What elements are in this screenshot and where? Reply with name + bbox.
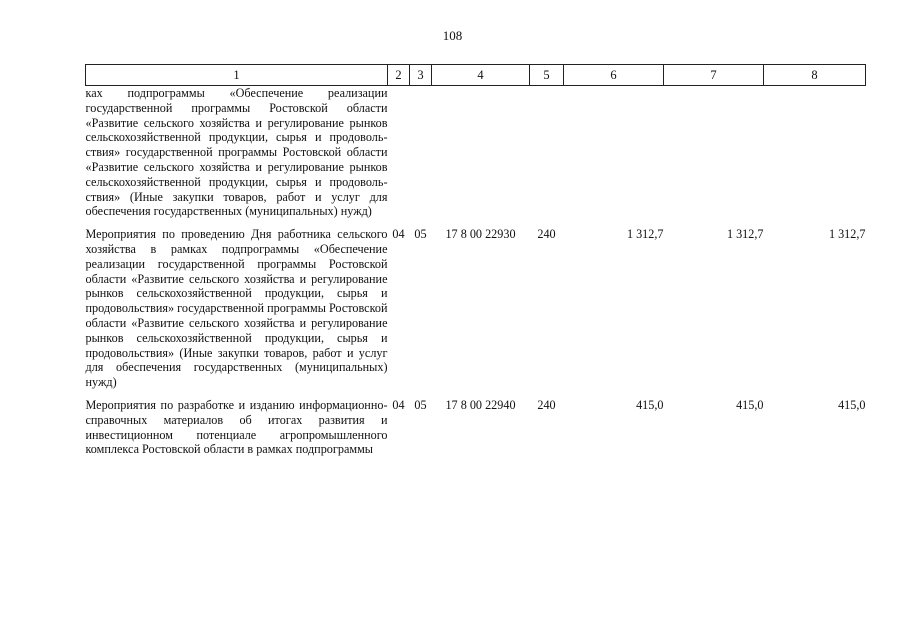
- row-description: Мероприятия по разработке и изданию информационно-справочных материалов об итогах развития и инвестиционном потенциале агропромышленного комплекса Ростовской области в рамках подпрограммы: [85, 397, 388, 457]
- column-header-2: 2: [388, 65, 410, 86]
- column-header-1: 1: [86, 65, 388, 86]
- row-amount-year-3: 1 312,7: [828, 227, 866, 242]
- table-row: [86, 398, 866, 457]
- row-section: 04: [392, 227, 405, 242]
- row-amount-year-2: [664, 86, 764, 220]
- column-header-8: 8: [764, 65, 866, 86]
- row-amount-year-3: [764, 86, 866, 220]
- row-amount-year-3: 415,0: [838, 397, 866, 412]
- row-subsection: [410, 86, 432, 220]
- row-target-code: 17 8 00 22930: [445, 227, 516, 242]
- row-description: ках подпрограммы «Обеспечение реализации государственной программы Ростовской области «Развитие сельского хозяйства и регулирование рынков сельскохозяйственной продукции, сырья и продовольствия» государственной программы Ростовской области «Развитие сельского хозяйства и регулирование рынков сельскохозяйственной продукции, сырья и продовольствия» (Иные закупки товаров, работ и услуг для обеспечения государственных (муниципальных) нужд): [85, 86, 388, 219]
- column-header-6: 6: [564, 65, 664, 86]
- row-amount-year-1: 1 312,7: [626, 227, 664, 242]
- row-amount-year-1: [564, 86, 664, 220]
- row-amount-year-1: 415,0: [636, 397, 664, 412]
- row-spacer: [86, 390, 866, 398]
- column-header-7: 7: [664, 65, 764, 86]
- row-expense-type: 240: [537, 397, 556, 412]
- row-subsection: 05: [414, 397, 427, 412]
- row-amount-year-2: 1 312,7: [726, 227, 764, 242]
- row-spacer: [86, 219, 866, 227]
- table-row: [86, 86, 866, 220]
- row-target-code: 17 8 00 22940: [445, 397, 516, 412]
- table-row: [86, 227, 866, 390]
- budget-table: [85, 64, 866, 457]
- column-header-5: 5: [530, 65, 564, 86]
- column-header-4: 4: [432, 65, 530, 86]
- row-subsection: 05: [414, 227, 427, 242]
- page-number: 108: [442, 28, 463, 43]
- row-target-code: [432, 86, 530, 220]
- row-section: [388, 86, 410, 220]
- column-header-3: 3: [410, 65, 432, 86]
- row-description: Мероприятия по проведению Дня работника сельского хозяйства в рамках подпрограммы «Обеспечение реализации государственной программы Ростовской области «Развитие сельского хозяйства и регулирование рынков сельскохозяйственной продукции, сырья и продовольствия» государственной программы Ростовской области «Развитие сельского хозяйства и регулирование рынков сельскохозяйственной продукции, сырья и продовольствия» (Иные закупки товаров, работ и услуг для обеспечения государственных (муниципальных) нужд): [85, 227, 388, 390]
- row-expense-type: 240: [537, 227, 556, 242]
- row-section: 04: [392, 397, 405, 412]
- row-amount-year-2: 415,0: [736, 397, 764, 412]
- row-expense-type: [530, 86, 564, 220]
- column-header-row: [86, 65, 866, 86]
